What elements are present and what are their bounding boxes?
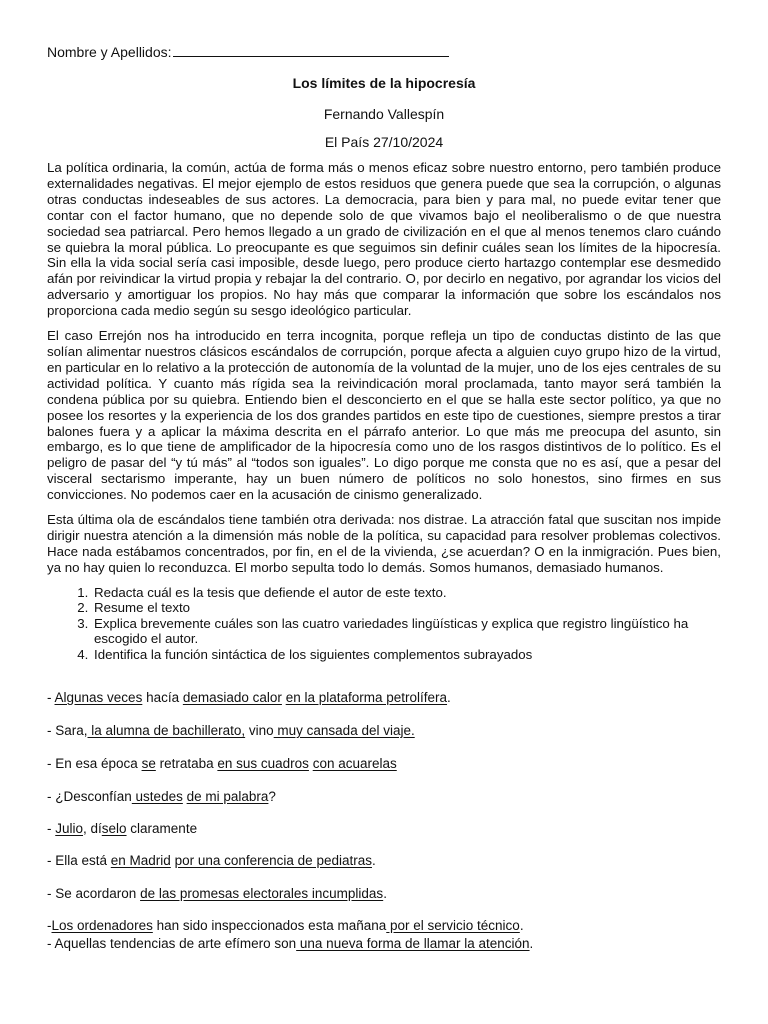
question-item: 3. Explica brevemente cuáles son las cuatro variedades lingüísticas y explica que registro lingüístico ha escogido el autor. [92,616,721,647]
sentence-text: . [519,918,524,933]
question-item: 4. Identifica la función sintáctica de los siguientes complementos subrayados [92,647,721,663]
sentence-text: , dí [83,821,102,836]
underlined-complement: por una conferencia de pediatras [174,853,372,868]
sentence-text: - Sara, [47,723,88,738]
underlined-complement: Los ordenadores [51,918,153,933]
sentence-text: - [47,690,55,705]
underlined-complement: en sus cuadros [217,756,309,771]
sentence-text: . [371,853,376,868]
underlined-complement: Julio [55,821,84,836]
underlined-complement: en Madrid [110,853,171,868]
document-author: Fernando Vallespín [323,106,445,122]
underlined-complement: Algunas veces [54,690,143,705]
sentence-text: - Aquellas tendencias de arte efímero son [47,936,297,951]
sentence-text: - [47,918,52,933]
exercise-sentence-8 [47,918,524,933]
sentence-text: . [447,690,451,705]
underlined-complement: selo [101,821,127,836]
exercise-sentence-9 [47,936,533,951]
paragraph-2: El caso Errejón nos ha introducido en terra incognita, porque refleja un tipo de conductas distinto de las que solían alimentar nuestros clásicos escándalos de corrupción, porque afecta a alguien cuyo grupo hizo de la virtud, en particular en lo relativo a la protección de autonomía de la voluntad de la mujer, uno de los ejes centrales de su actividad política. Y cuanto más rígida sea la reivindicación moral proclamada, tanto mayor será también la condena pública por su quiebra. Entiendo bien el desconcierto en el que se halla este sector político, ya que no posee los resortes y la experiencia de los dos grandes partidos en este tipo de cuestiones, siempre prestos a tirar balones fuera y a aplicar la máxima descrita en el párrafo anterior. Lo que más me preocupa del asunto, sin embargo, es lo que tiene de amplificador de la hipocresía como uno de los rasgos distintivos de lo político. Es el peligro de pasar del “y tú más” al “todos son iguales”. Lo digo porque me consta que no es así, que a pesar del visceral sectarismo imperante, hay un buen número de políticos no solo honestos, sino firmes en sus convicciones. No podemos caer en la acusación de cinismo generalizado. [47,328,721,503]
sentence-text: - En esa época [47,756,142,771]
underlined-complement: de las promesas electorales incumplidas [140,886,384,901]
question-item: 1. Redacta cuál es la tesis que defiende el autor de este texto. [92,585,721,601]
underlined-complement: demasiado calor [182,690,282,705]
sentence-text: hacía [142,690,183,705]
paragraph-1: La política ordinaria, la común, actúa de forma más o menos eficaz sobre nuestro entorno, pero también produce externalidades negativas. El mejor ejemplo de estos residuos que genera puede que sea la corrupción, o algunas otras conductas indeseables de sus actores. La democracia, para bien y para mal, no puede evitar tener que contar con el factor humano, que no depende solo de que vivamos bajo el neoliberalismo o de que nuestra sociedad sea patriarcal. Pero hemos llegado a un grado de civilización en el que al menos tenemos claro cuándo se quiebra la moral pública. Lo preocupante es que seguimos sin definir cuáles sean los límites de la hipocresía. Sin ella la vida social sería casi imposible, desde luego, pero produce cierto hartazgo contemplar ese desmedido afán por reivindicar la virtud propia y rebajar la del contrario. O, por decirlo en negativo, por agrandar los vicios del adversario y amortiguar los propios. No hay más que comparar la información que sobre los escándalos nos proporciona cada medio según su sesgo ideológico particular. [47,160,721,319]
sentence-text: claramente [126,821,198,836]
underlined-complement: de mi palabra [186,789,269,804]
document-title: Los límites de la hipocresía [292,75,476,91]
exercise-sentence-3 [47,756,397,771]
sentence-text: . [383,886,387,901]
underlined-complement: se [141,756,156,771]
question-item: 2. Resume el texto [92,600,721,616]
underlined-complement: ustedes [131,789,183,804]
name-blank[interactable] [173,44,449,57]
sentence-text: - Ella está [47,853,111,868]
sentence-text: - Se acordaron [47,886,141,901]
question-list [47,585,721,663]
sentence-text: vino [245,723,274,738]
sentence-text: han sido inspeccionados esta mañana [152,918,387,933]
sentence-text: . [529,936,534,951]
underlined-complement: la alumna de bachillerato, [87,723,246,738]
name-field-line [47,44,449,60]
underlined-complement: con acuarelas [312,756,397,771]
sentence-text: - [47,821,56,836]
name-label: Nombre y Apellidos: [47,44,172,60]
sentence-text: ? [268,789,276,804]
exercise-sentence-2 [47,723,415,738]
exercise-sentence-1 [47,690,451,705]
underlined-complement: en la plataforma petrolífera [285,690,448,705]
underlined-complement: una nueva forma de llamar la atención [296,936,530,951]
exercise-sentence-7 [47,886,387,901]
article-body [47,160,721,663]
exercise-sentence-6 [47,853,376,868]
underlined-complement: por el servicio técnico [386,918,520,933]
document-date: El País 27/10/2024 [324,134,444,150]
underlined-complement: muy cansada del viaje. [273,723,415,738]
exercise-sentence-4 [47,789,276,804]
exercise-sentence-5 [47,821,197,836]
sentence-text: retrataba [155,756,218,771]
sentence-text: - ¿Desconfían [47,789,132,804]
paragraph-3: Esta última ola de escándalos tiene también otra derivada: nos distrae. La atracción fatal que suscitan nos impide dirigir nuestra atención a la dimensión más noble de la política, su capacidad para resolver problemas colectivos. Hace nada estábamos concentrados, por fin, en el de la vivienda, ¿se acuerdan? O en la inmigración. Pues bien, ya no hay quien lo reconduzca. El morbo sepulta todo lo demás. Somos humanos, demasiado humanos. [47,512,721,575]
